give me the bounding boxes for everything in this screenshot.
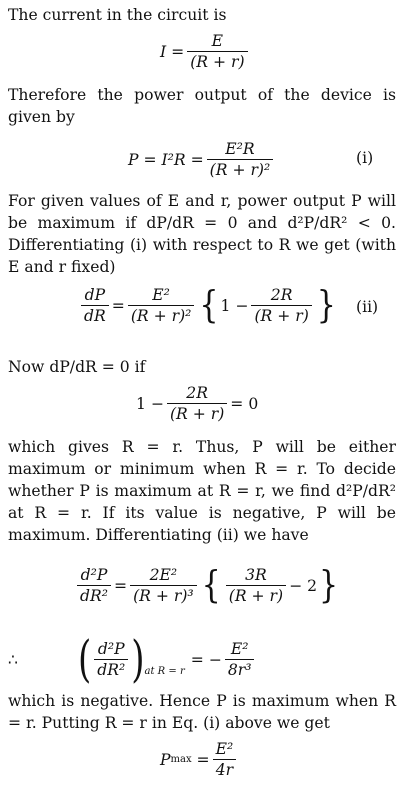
therefore-symbol: ∴ (8, 650, 18, 669)
equation-label-i: (i) (356, 149, 374, 167)
eq-at-r-fraction: $\frac{\text{E²}}{\text{8r³}}$ (225, 640, 255, 679)
eq-derivative-lhs: $\frac{dP}{dR}$ (81, 286, 109, 325)
eq-at-r-lhs: $\frac{\text{d²P}}{\text{dR²}}$ (94, 640, 128, 679)
paragraph-power-intro: Therefore the power output of the device is given by (8, 86, 396, 126)
paragraph-zero-condition: Now dP/dR = 0 if (8, 358, 146, 376)
equation-power: P = I²R = $\frac{\text{E²R}}{\text{(R + r)²}}$ (128, 140, 276, 179)
equation-derivative: $\frac{dP}{dR}$ = $\frac{\text{E²}}{\text{(R + r)²}}$ { 1 − $\frac{2R}{(R + r)}$ } (78, 286, 338, 325)
eq-second-inner-fraction: $\frac{3R}{(R + r)}$ (226, 566, 286, 605)
equation-at-r: ∴ ( $\frac{\text{d²P}}{\text{dR²}}$ ) at R = r = − $\frac{\text{E²}}{\text{8r³}}$ (8, 640, 257, 679)
eq-derivative-fraction: $\frac{\text{E²}}{\text{(R + r)²}}$ (128, 286, 195, 325)
eq-current-fraction: $\frac{E}{(R + r)}$ (187, 32, 247, 71)
paragraph-second-derivative: which gives R = r. Thus, P will be either maximum or minimum when R = r. To decide whether P is maximum at R = r, we find d²P/dR² at R = r. If its value is negative, P will be maximum. Differentiating (ii) we have (8, 438, 396, 544)
paragraph-current-intro: The current in the circuit is (8, 6, 227, 24)
eq-second-fraction: $\frac{\text{2E²}}{\text{(R + r)³}}$ (130, 566, 197, 605)
equation-zero: 1 − $\frac{2R}{(R + r)}$ = 0 (136, 384, 259, 423)
eq-power-fraction: $\frac{\text{E²R}}{\text{(R + r)²}}$ (207, 140, 274, 179)
eq-second-lhs: $\frac{\text{d²P}}{\text{dR²}}$ (77, 566, 111, 605)
eq-pmax-fraction: $\frac{\text{E²}}{4r}$ (213, 740, 237, 779)
paragraph-maximum-condition: For given values of E and r, power output P will be maximum if dP/dR = 0 and d²P/dR² < 0. Differentiating (i) with respect to R we get (with E and r fixed) (8, 192, 396, 276)
equation-second-derivative: $\frac{\text{d²P}}{\text{dR²}}$ = $\frac{\text{2E²}}{\text{(R + r)³}}$ { $\frac{3R}{(R + r)}$ − 2 } (74, 566, 340, 605)
paragraph-conclusion: which is negative. Hence P is maximum when R = r. Putting R = r in Eq. (i) above we get (8, 692, 396, 732)
eq-at-r-subscript: at R = r (144, 666, 185, 677)
equation-label-ii: (ii) (356, 298, 379, 316)
eq-power-lhs: P = I²R (128, 150, 186, 169)
eq-current-lhs: I (160, 42, 167, 61)
equation-pmax: P max = $\frac{\text{E²}}{4r}$ (160, 740, 239, 779)
equation-current: I = $\frac{E}{(R + r)}$ (160, 32, 251, 71)
eq-derivative-inner-fraction: $\frac{2R}{(R + r)}$ (251, 286, 311, 325)
eq-zero-fraction: $\frac{2R}{(R + r)}$ (167, 384, 227, 423)
